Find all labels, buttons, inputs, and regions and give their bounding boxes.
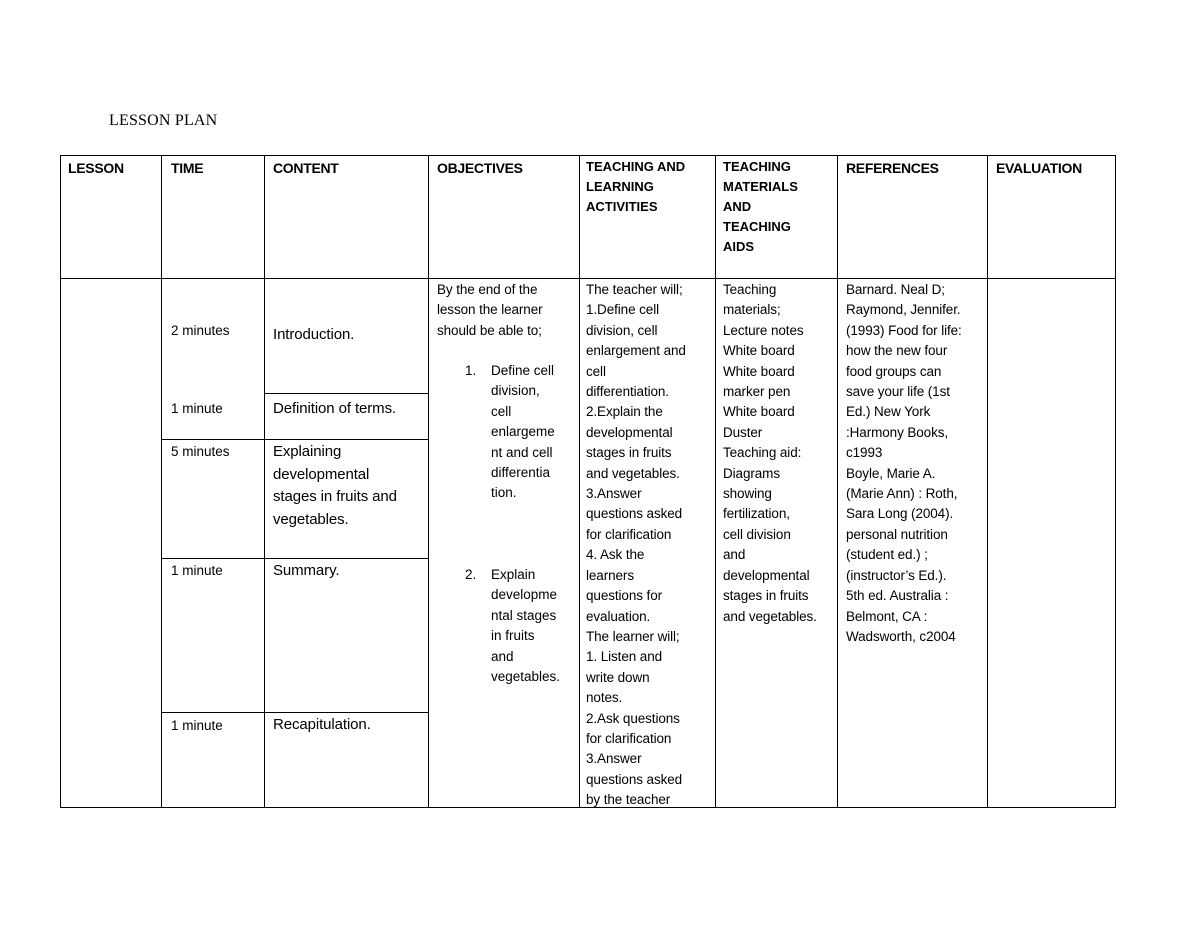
content-recapitulation: Recapitulation. <box>273 716 371 733</box>
column-divider <box>264 156 265 807</box>
objectives-intro: By the end of the lesson the learner should be able to; <box>437 282 543 338</box>
column-divider <box>161 156 162 807</box>
row-divider <box>264 393 428 394</box>
column-divider <box>428 156 429 807</box>
header-materials: TEACHING MATERIALS AND TEACHING AIDS <box>723 159 798 254</box>
document-title: LESSON PLAN <box>109 112 218 129</box>
content-summary: Summary. <box>273 562 340 579</box>
time-summary: 1 minute <box>171 563 223 578</box>
column-divider <box>837 156 838 807</box>
objective-item: Define cell division, cell enlargeme nt and cell differentia tion. <box>491 363 555 501</box>
time-explaining: 5 minutes <box>171 444 230 459</box>
objective-number: 1. <box>465 363 477 378</box>
lesson-plan-table <box>60 155 1116 808</box>
activities-cell: The teacher will; 1.Define cell division, cell enlargement and cell differentiation. 2.Explain the developmental stages in fruits and vegetables. 3.Answer questions asked for clarification 4. Ask the learners questions for evaluation. The learner will; 1. Listen and write down notes. 2.Ask questions for clarification 3.Answer questions asked by the teacher <box>586 282 686 808</box>
time-definition: 1 minute <box>171 401 223 416</box>
objective-item: Explain developme ntal stages in fruits and vegetables. <box>491 567 561 685</box>
row-divider <box>161 712 428 713</box>
row-divider <box>161 439 428 440</box>
row-divider <box>161 558 428 559</box>
header-activities: TEACHING AND LEARNING ACTIVITIES <box>586 159 686 214</box>
lesson-body-cell <box>61 279 161 808</box>
header-divider <box>61 278 1115 279</box>
content-introduction: Introduction. <box>273 326 355 343</box>
column-divider <box>715 156 716 807</box>
column-divider <box>579 156 580 807</box>
header-lesson: LESSON <box>68 160 124 176</box>
header-content: CONTENT <box>273 160 339 176</box>
objective-number: 2. <box>465 567 477 582</box>
references-cell: Barnard. Neal D; Raymond, Jennifer. (1993) Food for life: how the new four food groups can save your life (1st Ed.) New York :Harmony Books, c1993 Boyle, Marie A. (Marie Ann) : Roth, Sara Long (2004). personal nutrition (student ed.) ; (instructor’s Ed.). 5th ed. Australia : Belmont, CA : Wadsworth, c2004 <box>846 282 962 644</box>
header-evaluation: EVALUATION <box>996 160 1082 176</box>
time-introduction: 2 minutes <box>171 323 230 338</box>
evaluation-body-cell <box>988 279 1115 808</box>
header-references: REFERENCES <box>846 160 939 176</box>
content-definition: Definition of terms. <box>273 400 397 417</box>
content-explaining: Explaining developmental stages in fruits and vegetables. <box>273 443 397 528</box>
materials-cell: Teaching materials; Lecture notes White board White board marker pen White board Duster Teaching aid: Diagrams showing fertilization, cell division and developmental stages in fruits and vegetables. <box>723 282 817 624</box>
time-recapitulation: 1 minute <box>171 718 223 733</box>
header-time: TIME <box>171 160 204 176</box>
header-objectives: OBJECTIVES <box>437 160 523 176</box>
